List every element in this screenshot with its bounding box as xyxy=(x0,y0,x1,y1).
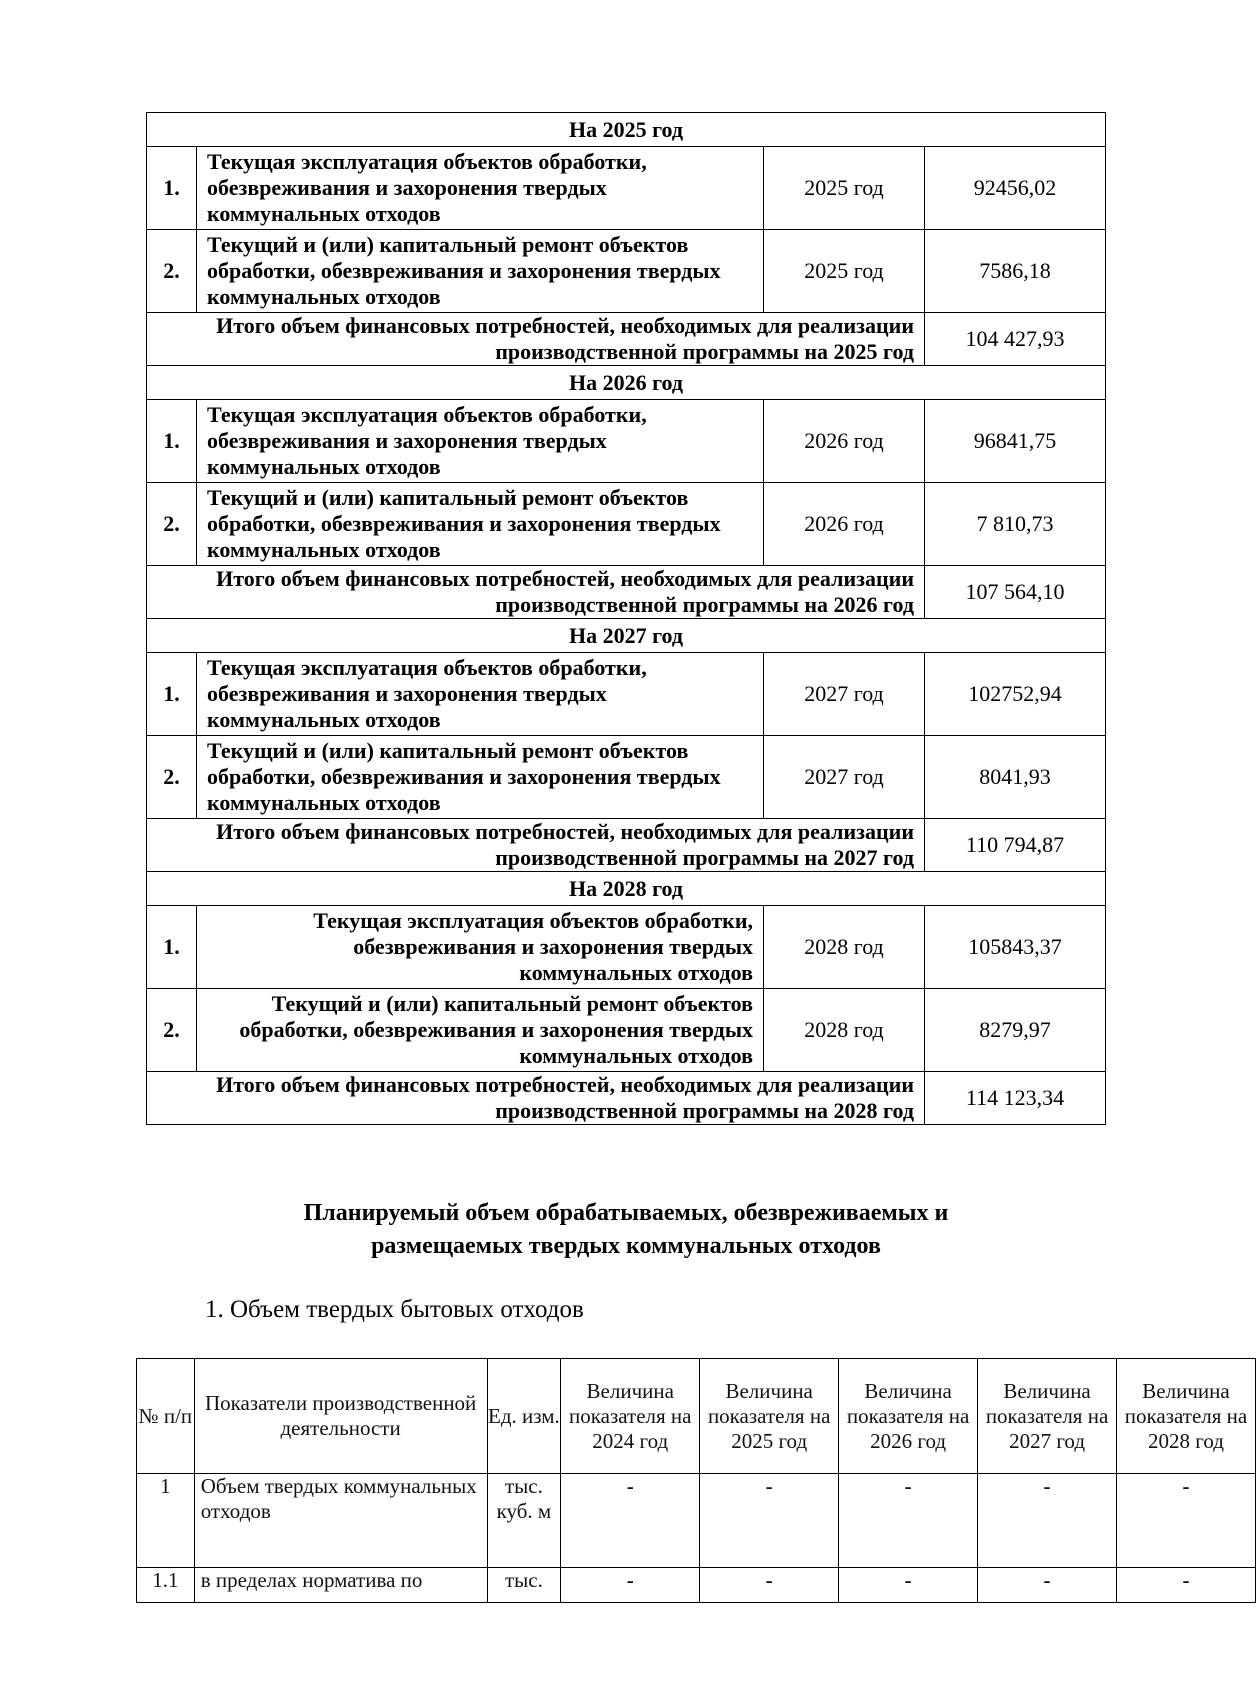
row-number: 1. xyxy=(147,906,197,989)
total-row xyxy=(147,313,1106,366)
row-number: 2. xyxy=(147,483,197,566)
row-value: 7586,18 xyxy=(925,230,1106,313)
section-heading-line-1: Планируемый объем обрабатываемых, обезвреживаемых и xyxy=(303,1200,949,1226)
total-label: Итого объем финансовых потребностей, необходимых для реализации производственной программы на 2028 год xyxy=(147,1072,925,1125)
total-value: 107 564,10 xyxy=(925,566,1106,619)
table-row xyxy=(147,147,1106,230)
row-name: Текущая эксплуатация объектов обработки, обезвреживания и захоронения твердых коммунальных отходов xyxy=(197,147,764,230)
year-header-row xyxy=(147,872,1106,906)
header-cell-2025: Величина показателя на 2025 год xyxy=(700,1359,839,1474)
header-row xyxy=(137,1359,1256,1474)
total-row xyxy=(147,566,1106,619)
table-row xyxy=(137,1568,1256,1603)
total-value: 114 123,34 xyxy=(925,1072,1106,1125)
total-row xyxy=(147,1072,1106,1125)
subsection-title: 1. Объем твердых бытовых отходов xyxy=(205,1296,584,1323)
header-cell-number: № п/п xyxy=(137,1359,195,1474)
row-name: Текущая эксплуатация объектов обработки, обезвреживания и захоронения твердых коммунальных отходов xyxy=(197,653,764,736)
waste-volume-table xyxy=(136,1358,1256,1603)
total-value: 104 427,93 xyxy=(925,313,1106,366)
row-value: 105843,37 xyxy=(925,906,1106,989)
header-cell-2024: Величина показателя на 2024 год xyxy=(561,1359,700,1474)
row-number: 2. xyxy=(147,989,197,1072)
table-row xyxy=(147,736,1106,819)
row-unit: тыс. куб. м xyxy=(487,1474,561,1568)
year-header: На 2026 год xyxy=(147,366,1106,400)
row-name: Текущий и (или) капитальный ремонт объектов обработки, обезвреживания и захоронения твердых коммунальных отходов xyxy=(197,230,764,313)
row-value-2025: - xyxy=(700,1474,839,1568)
row-value-2028: - xyxy=(1117,1474,1256,1568)
row-value: 7 810,73 xyxy=(925,483,1106,566)
table-row xyxy=(147,400,1106,483)
volume-table-container xyxy=(136,1358,1248,1628)
row-value: 8041,93 xyxy=(925,736,1106,819)
row-number: 1.1 xyxy=(137,1568,195,1603)
row-value-2027: - xyxy=(978,1568,1117,1603)
row-year: 2026 год xyxy=(764,483,925,566)
row-number: 1. xyxy=(147,653,197,736)
row-name: Текущая эксплуатация объектов обработки, обезвреживания и захоронения твердых коммунальных отходов xyxy=(197,906,764,989)
row-value-2028: - xyxy=(1117,1568,1256,1603)
row-year: 2025 год xyxy=(764,147,925,230)
row-value-2024: - xyxy=(561,1474,700,1568)
row-value-2026: - xyxy=(839,1568,978,1603)
year-header-row xyxy=(147,619,1106,653)
year-header: На 2025 год xyxy=(147,113,1106,147)
row-value-2024: - xyxy=(561,1568,700,1603)
row-year: 2028 год xyxy=(764,906,925,989)
row-name: Текущий и (или) капитальный ремонт объектов обработки, обезвреживания и захоронения твердых коммунальных отходов xyxy=(197,483,764,566)
header-cell-unit: Ед. изм. xyxy=(487,1359,561,1474)
table-row xyxy=(147,989,1106,1072)
row-value-2025: - xyxy=(700,1568,839,1603)
row-name: Текущий и (или) капитальный ремонт объектов обработки, обезвреживания и захоронения твердых коммунальных отходов xyxy=(197,989,764,1072)
row-value-2026: - xyxy=(839,1474,978,1568)
header-cell-indicator: Показатели производственной деятельности xyxy=(194,1359,487,1474)
header-cell-2027: Величина показателя на 2027 год xyxy=(978,1359,1117,1474)
row-year: 2025 год xyxy=(764,230,925,313)
row-unit: тыс. xyxy=(487,1568,561,1603)
year-header: На 2027 год xyxy=(147,619,1106,653)
row-name: в пределах норматива по xyxy=(194,1568,487,1603)
total-row xyxy=(147,819,1106,872)
section-heading-line-2: размещаемых твердых коммунальных отходов xyxy=(371,1233,881,1259)
row-name: Текущая эксплуатация объектов обработки, обезвреживания и захоронения твердых коммунальных отходов xyxy=(197,400,764,483)
row-number: 2. xyxy=(147,736,197,819)
row-value: 8279,97 xyxy=(925,989,1106,1072)
row-number: 2. xyxy=(147,230,197,313)
row-number: 1. xyxy=(147,400,197,483)
year-header-row xyxy=(147,113,1106,147)
total-label: Итого объем финансовых потребностей, необходимых для реализации производственной программы на 2026 год xyxy=(147,566,925,619)
year-header: На 2028 год xyxy=(147,872,1106,906)
financial-needs-table xyxy=(146,112,1106,1125)
header-cell-2028: Величина показателя на 2028 год xyxy=(1117,1359,1256,1474)
total-label: Итого объем финансовых потребностей, необходимых для реализации производственной программы на 2027 год xyxy=(147,819,925,872)
row-number: 1 xyxy=(137,1474,195,1568)
row-number: 1. xyxy=(147,147,197,230)
header-cell-2026: Величина показателя на 2026 год xyxy=(839,1359,978,1474)
row-year: 2027 год xyxy=(764,653,925,736)
table-row xyxy=(147,483,1106,566)
row-year: 2028 год xyxy=(764,989,925,1072)
year-header-row xyxy=(147,366,1106,400)
table-row xyxy=(147,653,1106,736)
row-year: 2026 год xyxy=(764,400,925,483)
table-row xyxy=(137,1474,1256,1568)
row-year: 2027 год xyxy=(764,736,925,819)
row-value-2027: - xyxy=(978,1474,1117,1568)
row-name: Объем твердых коммунальных отходов xyxy=(194,1474,487,1568)
total-label: Итого объем финансовых потребностей, необходимых для реализации производственной программы на 2025 год xyxy=(147,313,925,366)
row-value: 96841,75 xyxy=(925,400,1106,483)
total-value: 110 794,87 xyxy=(925,819,1106,872)
row-value: 102752,94 xyxy=(925,653,1106,736)
row-name: Текущий и (или) капитальный ремонт объектов обработки, обезвреживания и захоронения твердых коммунальных отходов xyxy=(197,736,764,819)
table-row xyxy=(147,230,1106,313)
row-value: 92456,02 xyxy=(925,147,1106,230)
table-row xyxy=(147,906,1106,989)
